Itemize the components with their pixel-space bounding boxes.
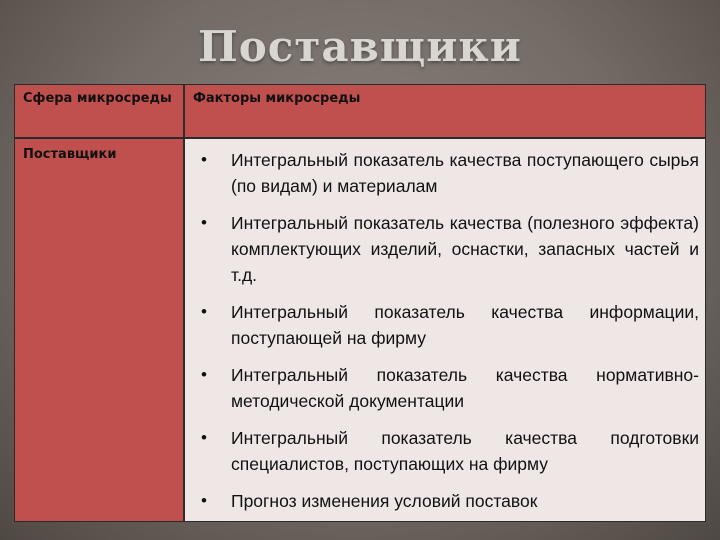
list-item-text: Интегральный показатель качества подготовки специалистов, поступающих на фирму (231, 428, 699, 474)
list-item-text: Интегральный показатель качества (полезного эффекта) комплектующих изделий, оснастки, запасных частей и т.д. (231, 213, 699, 285)
header-cell-sphere (14, 84, 184, 138)
list-item-text: Прогноз изменения условий поставок (231, 491, 538, 511)
row-sphere-cell (14, 138, 184, 522)
list-item-text: Интегральный показатель качества информации, поступающей на фирму (231, 302, 699, 348)
factors-list (199, 147, 699, 525)
bullet-icon: • (201, 150, 207, 169)
bullet-icon: • (201, 213, 207, 232)
bullet-icon: • (201, 365, 207, 384)
list-item (199, 425, 699, 477)
list-item (199, 210, 699, 288)
bullet-icon: • (201, 302, 207, 321)
list-item (199, 299, 699, 351)
bullet-icon: • (201, 428, 207, 447)
bullet-icon: • (201, 491, 207, 510)
list-item (199, 488, 699, 514)
list-item-text: Интегральный показатель качества нормативно-методической документации (231, 365, 699, 411)
list-item (199, 362, 699, 414)
header-cell-factors (184, 84, 706, 138)
row-factors-cell (184, 138, 706, 522)
header-sphere-label: Сфера микросреды (23, 91, 172, 106)
row-sphere-label: Поставщики (23, 147, 117, 162)
list-item (199, 147, 699, 199)
list-item-text: Интегральный показатель качества поступающего сырья (по видам) и материалам (231, 150, 699, 196)
slide-title: Поставщики (198, 22, 522, 71)
header-factors-label: Факторы микросреды (193, 91, 361, 106)
factors-table (14, 84, 706, 522)
